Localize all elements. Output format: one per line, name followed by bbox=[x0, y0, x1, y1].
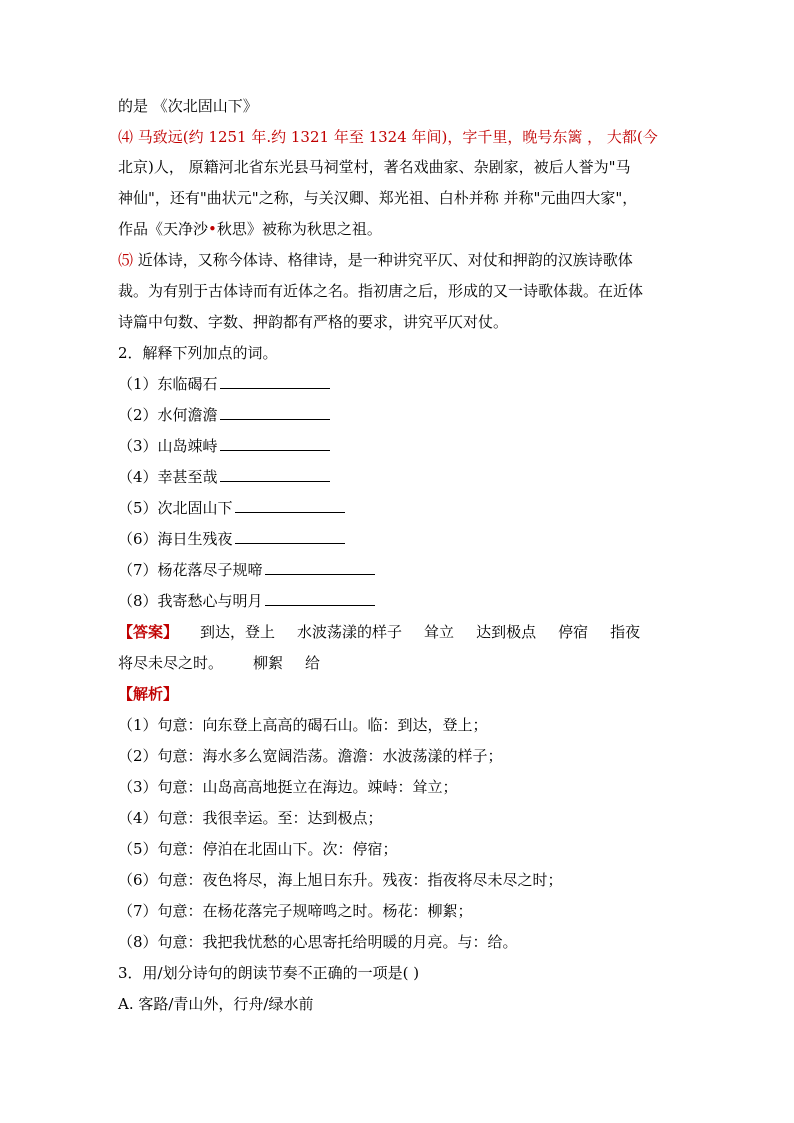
note4-text-1: 马致远(约 1251 年.约 1321 年至 1324 年间)，字千里，晚号东篱 ， 大都(今 bbox=[133, 128, 658, 146]
q2-item-6 bbox=[118, 529, 678, 549]
analysis-text-2: （2）句意：海水多么宽阔浩荡。澹澹：水波荡漾的样子； bbox=[118, 747, 503, 765]
answer-blank[interactable] bbox=[265, 591, 375, 606]
answer-line-2 bbox=[118, 653, 678, 673]
answer-blank[interactable] bbox=[220, 436, 330, 451]
note4-text-3: 神仙"，还有"曲状元"之称，与关汉卿、郑光祖、白朴并称 并称"元曲四大家"， bbox=[118, 189, 638, 207]
answer-8: 给 bbox=[305, 654, 321, 672]
q2-item-2 bbox=[118, 405, 678, 425]
analysis-item bbox=[118, 870, 678, 890]
note5-text-3: 诗篇中句数、字数、押韵都有严格的要求，讲究平仄对仗。 bbox=[118, 313, 509, 331]
answer-blank[interactable] bbox=[220, 467, 330, 482]
question-2-text: 2．解释下列加点的词。 bbox=[118, 344, 278, 362]
answer-2: 水波荡漾的样子 bbox=[297, 623, 403, 641]
note4-line3 bbox=[118, 188, 678, 208]
analysis-text-3: （3）句意：山岛高高地挺立在海边。竦峙：耸立； bbox=[118, 778, 458, 796]
analysis-text-4: （4）句意：我很幸运。至：达到极点； bbox=[118, 809, 383, 827]
note4-line1 bbox=[118, 127, 678, 147]
answer-line-1 bbox=[118, 622, 678, 642]
analysis-item bbox=[118, 839, 678, 859]
note5-line1 bbox=[118, 250, 678, 270]
analysis-item bbox=[118, 932, 678, 952]
note4-number: ⑷ bbox=[118, 128, 134, 146]
note5-number: ⑸ bbox=[118, 251, 134, 269]
q2-item-3 bbox=[118, 436, 678, 456]
analysis-item bbox=[118, 808, 678, 828]
answer-blank[interactable] bbox=[235, 529, 345, 544]
analysis-item bbox=[118, 901, 678, 921]
q2-item-7 bbox=[118, 560, 678, 580]
answer-blank[interactable] bbox=[265, 560, 375, 575]
answer-blank[interactable] bbox=[220, 405, 330, 420]
note4-line2 bbox=[118, 157, 678, 177]
analysis-item bbox=[118, 715, 678, 735]
question-3-text: 3．用/划分诗句的朗读节奏不正确的一项是( ) bbox=[118, 964, 420, 982]
answer-7: 柳絮 bbox=[253, 654, 284, 672]
answer-blank[interactable] bbox=[220, 374, 330, 389]
q2-item-5 bbox=[118, 498, 678, 518]
q2-item-8-text: （8）我寄愁心与明月 bbox=[118, 592, 263, 610]
analysis-item bbox=[118, 746, 678, 766]
q2-item-2-text: （2）水何澹澹 bbox=[118, 406, 218, 424]
q2-item-6-text: （6）海日生残夜 bbox=[118, 530, 233, 548]
q2-item-1-text: （1）东临碣石 bbox=[118, 375, 218, 393]
answer-6: 指夜 bbox=[610, 623, 641, 641]
q2-item-3-text: （3）山岛竦峙 bbox=[118, 437, 218, 455]
q2-item-5-text: （5）次北固山下 bbox=[118, 499, 233, 517]
note4-line4 bbox=[118, 219, 678, 239]
analysis-item bbox=[118, 777, 678, 797]
note5-line3 bbox=[118, 312, 678, 332]
analysis-label: 【解析】 bbox=[118, 685, 179, 703]
note5-text-2: 裁。为有别于古体诗而有近体之名。指初唐之后，形成的又一诗歌体裁。在近体 bbox=[118, 282, 644, 300]
analysis-text-8: （8）句意：我把我忧愁的心思寄托给明暖的月亮。与：给。 bbox=[118, 933, 518, 951]
note4-text-2: 北京)人， 原籍河北省东光县马祠堂村，著名戏曲家、杂剧家，被后人誉为"马 bbox=[118, 158, 631, 176]
analysis-text-6: （6）句意：夜色将尽，海上旭日东升。残夜：指夜将尽未尽之时； bbox=[118, 871, 563, 889]
question-2-title bbox=[118, 343, 678, 363]
answer-1: 到达，登上 bbox=[200, 623, 276, 641]
note4-text-4b: 秋思》被称为秋思之祖。 bbox=[216, 220, 382, 238]
analysis-text-5: （5）句意：停泊在北固山下。次：停宿； bbox=[118, 840, 398, 858]
q2-item-8 bbox=[118, 591, 678, 611]
answer-6-cont: 将尽未尽之时。 bbox=[118, 654, 224, 672]
note4-text-4a: 作品《天净沙 bbox=[118, 220, 209, 238]
question-3-title bbox=[118, 963, 678, 983]
q2-item-1 bbox=[118, 374, 678, 394]
answer-label: 【答案】 bbox=[118, 623, 179, 641]
prev-section-text: 的是 《次北固山下》 bbox=[118, 97, 258, 115]
answer-5: 停宿 bbox=[558, 623, 589, 641]
note4-dot: • bbox=[208, 220, 217, 238]
answer-blank[interactable] bbox=[235, 498, 345, 513]
question-3-option-a[interactable] bbox=[118, 994, 678, 1014]
note5-line2 bbox=[118, 281, 678, 301]
analysis-label-line bbox=[118, 684, 678, 704]
q2-item-4-text: （4）幸甚至哉 bbox=[118, 468, 218, 486]
analysis-text-7: （7）句意：在杨花落完子规啼鸣之时。杨花：柳絮； bbox=[118, 902, 473, 920]
answer-3: 耸立 bbox=[424, 623, 455, 641]
note5-text-1: 近体诗，又称今体诗、格律诗，是一种讲究平仄、对仗和押韵的汉族诗歌体 bbox=[133, 251, 633, 269]
analysis-text-1: （1）句意：向东登上高高的碣石山。临：到达，登上； bbox=[118, 716, 488, 734]
prev-section-line bbox=[118, 96, 678, 116]
answer-4: 达到极点 bbox=[476, 623, 537, 641]
q2-item-4 bbox=[118, 467, 678, 487]
option-a-text: A. 客路/青山外，行舟/绿水前 bbox=[118, 995, 314, 1013]
q2-item-7-text: （7）杨花落尽子规啼 bbox=[118, 561, 263, 579]
